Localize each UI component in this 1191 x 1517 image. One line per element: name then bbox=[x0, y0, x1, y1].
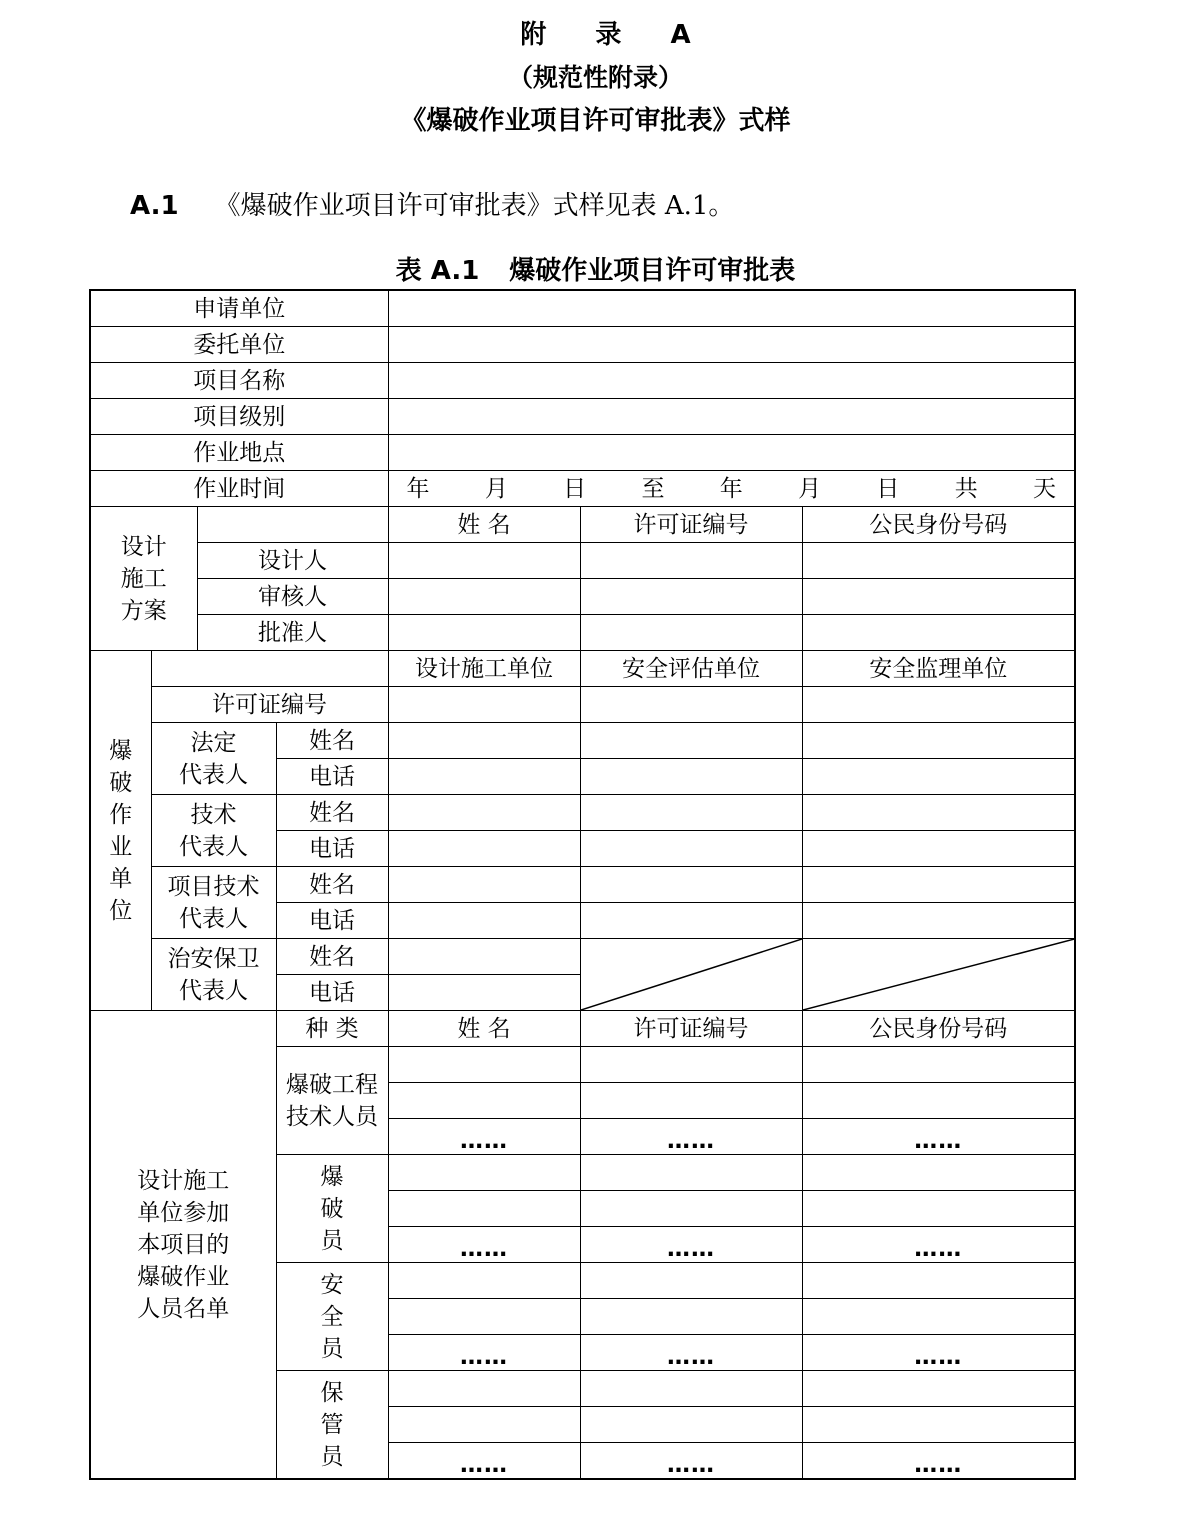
input-cell[interactable] bbox=[802, 1047, 1075, 1083]
input-cell[interactable] bbox=[802, 867, 1075, 903]
ellipsis: …… bbox=[388, 1335, 580, 1371]
table-row bbox=[90, 327, 1075, 363]
table-row bbox=[90, 867, 1075, 903]
col-header-category: 种 类 bbox=[276, 1011, 388, 1047]
name-label: 姓名 bbox=[276, 867, 388, 903]
name-label: 姓名 bbox=[276, 795, 388, 831]
input-cell[interactable] bbox=[802, 1155, 1075, 1191]
input-cell[interactable] bbox=[580, 687, 802, 723]
input-cell[interactable] bbox=[802, 723, 1075, 759]
role-technical-representative: 技术 代表人 bbox=[151, 795, 276, 867]
clause-number: A.1 bbox=[130, 191, 179, 221]
col-header-name: 姓 名 bbox=[388, 507, 580, 543]
role-project-technical-representative: 项目技术 代表人 bbox=[151, 867, 276, 939]
work-time-labels bbox=[389, 474, 1075, 504]
row-label-reviewer: 审核人 bbox=[197, 579, 388, 615]
phone-label: 电话 bbox=[276, 759, 388, 795]
ellipsis: …… bbox=[802, 1335, 1075, 1371]
input-applicant[interactable] bbox=[388, 290, 1075, 327]
time-year: 年 bbox=[406, 475, 430, 502]
input-cell[interactable] bbox=[802, 795, 1075, 831]
ellipsis: …… bbox=[580, 1443, 802, 1480]
ellipsis: …… bbox=[802, 1227, 1075, 1263]
input-cell[interactable] bbox=[388, 687, 580, 723]
time-to: 至 bbox=[641, 475, 665, 502]
time-month: 月 bbox=[798, 475, 822, 502]
input-cell[interactable] bbox=[580, 831, 802, 867]
row-label-work-time: 作业时间 bbox=[90, 471, 388, 507]
input-project-level[interactable] bbox=[388, 399, 1075, 435]
input-cell[interactable] bbox=[388, 1083, 580, 1119]
input-cell[interactable] bbox=[388, 1155, 580, 1191]
input-project-name[interactable] bbox=[388, 363, 1075, 399]
input-cell[interactable] bbox=[802, 1191, 1075, 1227]
personnel-section-label: 设计施工 单位参加 本项目的 爆破作业 人员名单 bbox=[90, 1011, 276, 1480]
input-cell[interactable] bbox=[802, 759, 1075, 795]
appendix-nature: （规范性附录） bbox=[507, 63, 683, 92]
table-caption-title: 爆破作业项目许可审批表 bbox=[509, 256, 796, 286]
ellipsis: …… bbox=[388, 1443, 580, 1480]
input-client[interactable] bbox=[388, 327, 1075, 363]
table-caption-id: 表 A.1 bbox=[395, 256, 480, 286]
input-cell[interactable] bbox=[580, 1083, 802, 1119]
input-cell[interactable] bbox=[580, 759, 802, 795]
input-cell[interactable] bbox=[802, 903, 1075, 939]
row-label-project-level: 项目级别 bbox=[90, 399, 388, 435]
row-label-designer: 设计人 bbox=[197, 543, 388, 579]
input-cell[interactable] bbox=[580, 1155, 802, 1191]
input-cell[interactable] bbox=[580, 579, 802, 615]
input-cell[interactable] bbox=[580, 615, 802, 651]
approval-form-table bbox=[89, 289, 1076, 1480]
name-label: 姓名 bbox=[276, 723, 388, 759]
row-label-applicant: 申请单位 bbox=[90, 290, 388, 327]
input-cell[interactable] bbox=[580, 867, 802, 903]
input-cell[interactable] bbox=[388, 1191, 580, 1227]
col-header-safety-supervision-unit: 安全监理单位 bbox=[802, 651, 1075, 687]
input-cell[interactable] bbox=[388, 1047, 580, 1083]
time-day: 日 bbox=[563, 475, 587, 502]
design-corner-cell bbox=[197, 507, 388, 543]
time-day: 日 bbox=[876, 475, 900, 502]
input-cell[interactable] bbox=[802, 543, 1075, 579]
input-cell[interactable] bbox=[802, 1407, 1075, 1443]
appendix-heading: 附 录 A bbox=[520, 20, 711, 50]
phone-label: 电话 bbox=[276, 831, 388, 867]
input-cell[interactable] bbox=[388, 1407, 580, 1443]
role-legal-representative: 法定 代表人 bbox=[151, 723, 276, 795]
input-cell[interactable] bbox=[802, 1299, 1075, 1335]
time-total: 共 bbox=[954, 475, 978, 502]
table-row bbox=[90, 543, 1075, 579]
design-section-label: 设计 施工 方案 bbox=[90, 507, 197, 651]
table-row bbox=[90, 507, 1075, 543]
row-label-approver: 批准人 bbox=[197, 615, 388, 651]
input-cell[interactable] bbox=[802, 1263, 1075, 1299]
phone-label: 电话 bbox=[276, 903, 388, 939]
input-cell[interactable] bbox=[580, 723, 802, 759]
table-row bbox=[90, 1011, 1075, 1047]
unit-section-label: 爆 破 作 业 单 位 bbox=[90, 651, 151, 1011]
input-cell[interactable] bbox=[388, 831, 580, 867]
table-row bbox=[90, 363, 1075, 399]
clause-paragraph bbox=[130, 185, 734, 222]
time-month: 月 bbox=[484, 475, 508, 502]
table-row bbox=[90, 651, 1075, 687]
col-header-design-unit: 设计施工单位 bbox=[388, 651, 580, 687]
time-days: 天 bbox=[1033, 475, 1056, 502]
input-cell[interactable] bbox=[580, 1191, 802, 1227]
ellipsis: …… bbox=[802, 1443, 1075, 1480]
table-row bbox=[90, 615, 1075, 651]
ellipsis: …… bbox=[388, 1119, 580, 1155]
col-header-license: 许可证编号 bbox=[580, 1011, 802, 1047]
table-row bbox=[90, 471, 1075, 507]
ellipsis: …… bbox=[388, 1227, 580, 1263]
table-row bbox=[90, 939, 1075, 975]
table-row bbox=[90, 290, 1075, 327]
crossed-out-cell bbox=[580, 939, 802, 1011]
table-row bbox=[90, 687, 1075, 723]
input-cell[interactable] bbox=[388, 867, 580, 903]
col-header-name: 姓 名 bbox=[388, 1011, 580, 1047]
input-cell[interactable] bbox=[388, 903, 580, 939]
input-cell[interactable] bbox=[388, 543, 580, 579]
phone-label: 电话 bbox=[276, 975, 388, 1011]
row-label-license-number: 许可证编号 bbox=[151, 687, 388, 723]
col-header-id: 公民身份号码 bbox=[802, 1011, 1075, 1047]
table-row bbox=[90, 795, 1075, 831]
input-cell[interactable] bbox=[388, 579, 580, 615]
input-cell[interactable] bbox=[388, 759, 580, 795]
category-custodians: 保 管 员 bbox=[276, 1371, 388, 1480]
input-cell[interactable] bbox=[802, 1083, 1075, 1119]
input-cell[interactable] bbox=[388, 1263, 580, 1299]
diagonal-line bbox=[803, 939, 1075, 1010]
col-header-safety-eval-unit: 安全评估单位 bbox=[580, 651, 802, 687]
table-row bbox=[90, 579, 1075, 615]
input-cell[interactable] bbox=[580, 1263, 802, 1299]
category-safety-officers: 安 全 员 bbox=[276, 1263, 388, 1371]
appendix-title: 《爆破作业项目许可审批表》式样 bbox=[400, 106, 791, 136]
name-label: 姓名 bbox=[276, 939, 388, 975]
table-caption bbox=[0, 250, 1191, 287]
row-label-client: 委托单位 bbox=[90, 327, 388, 363]
input-cell[interactable] bbox=[388, 1371, 580, 1407]
col-header-id: 公民身份号码 bbox=[802, 507, 1075, 543]
input-cell[interactable] bbox=[388, 615, 580, 651]
input-location[interactable] bbox=[388, 435, 1075, 471]
input-cell[interactable] bbox=[802, 1371, 1075, 1407]
table-row bbox=[90, 399, 1075, 435]
input-cell[interactable] bbox=[388, 939, 580, 975]
input-work-time[interactable] bbox=[388, 471, 1075, 507]
row-label-location: 作业地点 bbox=[90, 435, 388, 471]
table-row bbox=[90, 435, 1075, 471]
row-label-project-name: 项目名称 bbox=[90, 363, 388, 399]
input-cell[interactable] bbox=[388, 975, 580, 1011]
role-security-representative: 治安保卫 代表人 bbox=[151, 939, 276, 1011]
input-cell[interactable] bbox=[802, 615, 1075, 651]
ellipsis: …… bbox=[580, 1335, 802, 1371]
input-cell[interactable] bbox=[580, 795, 802, 831]
input-cell[interactable] bbox=[388, 1299, 580, 1335]
category-blasting-engineers: 爆破工程 技术人员 bbox=[276, 1047, 388, 1155]
ellipsis: …… bbox=[580, 1119, 802, 1155]
ellipsis: …… bbox=[580, 1227, 802, 1263]
crossed-out-cell bbox=[802, 939, 1075, 1011]
input-cell[interactable] bbox=[802, 687, 1075, 723]
ellipsis: …… bbox=[802, 1119, 1075, 1155]
category-blasters: 爆 破 员 bbox=[276, 1155, 388, 1263]
input-cell[interactable] bbox=[802, 579, 1075, 615]
clause-text: 《爆破作业项目许可审批表》式样见表 A.1。 bbox=[214, 191, 735, 221]
time-year: 年 bbox=[719, 475, 743, 502]
input-cell[interactable] bbox=[802, 831, 1075, 867]
input-cell[interactable] bbox=[388, 795, 580, 831]
col-header-license: 许可证编号 bbox=[580, 507, 802, 543]
input-cell[interactable] bbox=[580, 543, 802, 579]
diagonal-line bbox=[581, 939, 802, 1010]
input-cell[interactable] bbox=[580, 1047, 802, 1083]
input-cell[interactable] bbox=[388, 723, 580, 759]
table-row bbox=[90, 723, 1075, 759]
unit-corner-cell bbox=[151, 651, 388, 687]
input-cell[interactable] bbox=[580, 1299, 802, 1335]
input-cell[interactable] bbox=[580, 1407, 802, 1443]
input-cell[interactable] bbox=[580, 903, 802, 939]
input-cell[interactable] bbox=[580, 1371, 802, 1407]
